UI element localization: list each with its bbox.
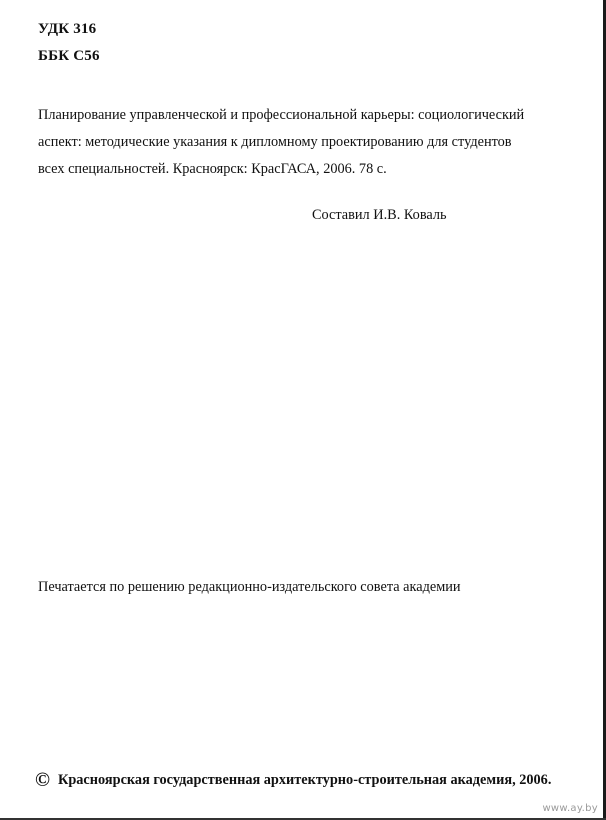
citation-line: аспект: методические указания к дипломному проектированию для студентов [38, 134, 512, 150]
bibliographic-citation [38, 102, 583, 183]
citation-line: всех специальностей. Красноярск: КрасГАСА, 2006. 78 с. [38, 161, 387, 177]
copyright-icon: © [35, 769, 50, 791]
bbk-code: ББК С56 [38, 48, 100, 64]
publication-note: Печатается по решению редакционно-издательского совета академии [38, 579, 461, 595]
citation-line: Планирование управленческой и профессиональной карьеры: социологический [38, 107, 525, 123]
copyright-text: Красноярская государственная архитектурно-строительная академия, 2006. [57, 771, 552, 788]
copyright-notice [35, 770, 551, 790]
compiler-credit: Составил И.В. Коваль [312, 207, 447, 223]
watermark: www.ay.by [542, 803, 598, 814]
udc-code: УДК 316 [38, 21, 97, 37]
